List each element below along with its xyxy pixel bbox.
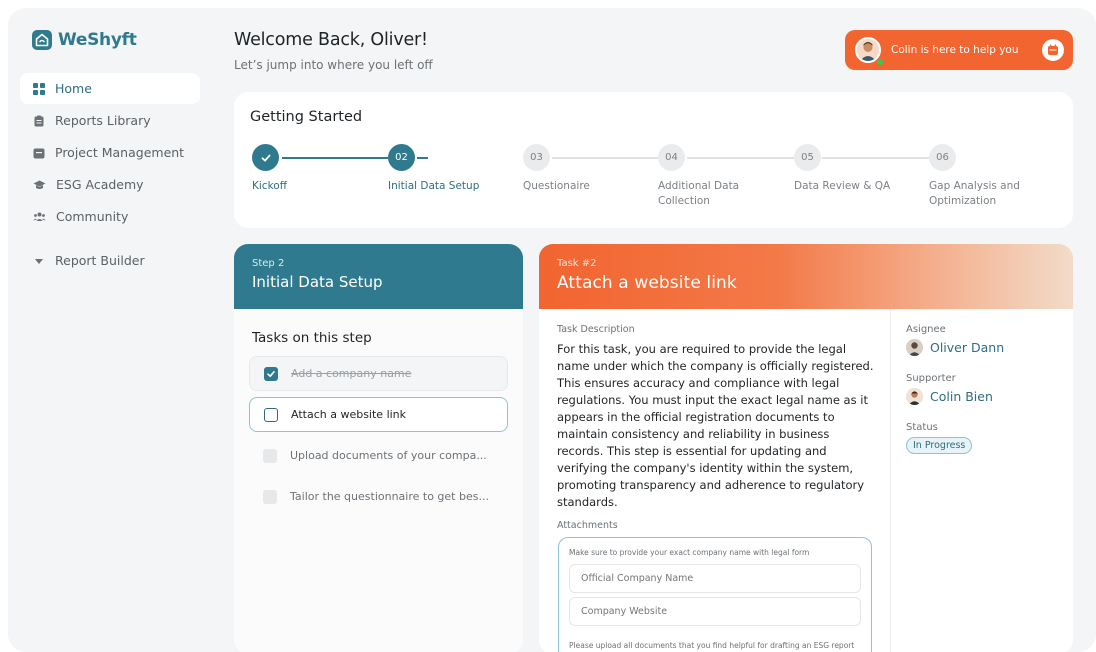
checkbox-checked-icon[interactable] bbox=[264, 367, 278, 381]
assignee[interactable] bbox=[906, 339, 1004, 356]
upload-hint: Please upload all documents that you find helpful for drafting an ESG report bbox=[569, 641, 855, 650]
assignee-name: Oliver Dann bbox=[930, 340, 1005, 355]
step-gap-analysis[interactable] bbox=[929, 144, 1039, 209]
getting-started-title: Getting Started bbox=[250, 109, 363, 125]
folder-icon bbox=[33, 147, 45, 159]
divider bbox=[890, 309, 891, 652]
logo-icon bbox=[32, 30, 52, 50]
page-title: Welcome Back, Oliver! bbox=[234, 30, 428, 50]
logo[interactable] bbox=[32, 30, 137, 50]
help-banner[interactable] bbox=[845, 30, 1073, 70]
grid-icon bbox=[33, 83, 45, 95]
step-panel bbox=[234, 244, 523, 652]
graduation-cap-icon bbox=[33, 179, 46, 191]
task-label: Tailor the questionnaire to get bes... bbox=[290, 490, 489, 503]
avatar bbox=[906, 388, 923, 405]
sidebar-item-label: Reports Library bbox=[55, 113, 151, 128]
task-label: Attach a website link bbox=[291, 408, 407, 421]
people-icon bbox=[33, 211, 46, 223]
sidebar-item-project-management[interactable] bbox=[20, 137, 200, 168]
tasks-title: Tasks on this step bbox=[252, 330, 372, 346]
task-label: Upload documents of your compa... bbox=[290, 449, 487, 462]
sidebar bbox=[8, 8, 212, 652]
step-number-label: Step 2 bbox=[252, 258, 285, 269]
task-title: Attach a website link bbox=[557, 273, 737, 293]
app-window bbox=[8, 8, 1096, 652]
step-label: Questionaire bbox=[523, 180, 590, 192]
sidebar-item-label: Project Management bbox=[55, 145, 185, 160]
step-kickoff[interactable] bbox=[252, 144, 392, 194]
sidebar-item-home[interactable] bbox=[20, 73, 200, 104]
step-additional-data-collection[interactable] bbox=[658, 144, 758, 209]
task-item[interactable] bbox=[249, 397, 508, 432]
help-text: Colin is here to help you bbox=[891, 44, 1019, 56]
company-website-input[interactable] bbox=[569, 597, 861, 626]
sidebar-item-label: Home bbox=[55, 81, 92, 96]
step-number: 02 bbox=[388, 144, 415, 171]
task-panel bbox=[539, 244, 1073, 652]
step-label: Gap Analysis and Optimization bbox=[929, 180, 1020, 207]
checkbox-disabled bbox=[263, 449, 277, 463]
step-label: Data Review & QA bbox=[794, 180, 891, 192]
checkbox[interactable] bbox=[264, 408, 278, 422]
status-label: Status bbox=[906, 422, 938, 433]
step-questionaire[interactable] bbox=[523, 144, 663, 194]
supporter-label: Supporter bbox=[906, 373, 956, 384]
supporter[interactable] bbox=[906, 388, 1004, 405]
task-description: For this task, you are required to provide the legal name under which the company is officially registered. This ensures accuracy and compliance with legal regulations. You must input the exact legal name as it appears in the official registration documents to maintain consistency and reliability in business records. This step is essential for updating and verifying the company's identity within the system, promoting transparency and adherence to regulatory standards. bbox=[557, 342, 874, 509]
attachments-label: Attachments bbox=[557, 520, 618, 531]
page-subtitle: Let’s jump into where you left off bbox=[234, 58, 433, 72]
caret-down-icon bbox=[33, 255, 45, 267]
sidebar-nav bbox=[20, 73, 200, 277]
sidebar-item-label: Report Builder bbox=[55, 253, 145, 268]
step-number: 05 bbox=[794, 144, 821, 171]
step-label: Kickoff bbox=[252, 180, 287, 192]
assignee-label: Asignee bbox=[906, 324, 946, 335]
sidebar-item-reports-library[interactable] bbox=[20, 105, 200, 136]
status-badge: In Progress bbox=[906, 437, 972, 454]
sidebar-item-esg-academy[interactable] bbox=[20, 169, 200, 200]
step-initial-data-setup[interactable] bbox=[388, 144, 528, 194]
sidebar-item-label: ESG Academy bbox=[56, 177, 144, 192]
supporter-name: Colin Bien bbox=[930, 389, 993, 404]
task-header bbox=[539, 244, 1073, 309]
avatar bbox=[906, 339, 923, 356]
sidebar-item-report-builder[interactable] bbox=[20, 245, 200, 276]
task-item[interactable] bbox=[249, 438, 508, 473]
checkbox-disabled bbox=[263, 490, 277, 504]
task-item[interactable] bbox=[249, 479, 508, 514]
step-header bbox=[234, 244, 523, 309]
task-number-label: Task #2 bbox=[557, 258, 597, 269]
step-title: Initial Data Setup bbox=[252, 273, 383, 291]
clipboard-icon bbox=[33, 115, 45, 127]
attachments-hint: Make sure to provide your exact company name with legal form bbox=[569, 548, 810, 557]
step-label: Initial Data Setup bbox=[388, 180, 480, 192]
step-number: 06 bbox=[929, 144, 956, 171]
description-label: Task Description bbox=[557, 324, 635, 335]
task-label: Add a company name bbox=[291, 367, 412, 380]
getting-started-card bbox=[234, 92, 1073, 228]
welcome-header bbox=[234, 30, 433, 72]
task-meta bbox=[906, 324, 1004, 454]
step-number: 04 bbox=[658, 144, 685, 171]
step-label: Additional Data Collection bbox=[658, 180, 740, 207]
task-item[interactable] bbox=[249, 356, 508, 391]
brand-name: WeShyft bbox=[58, 30, 137, 50]
nav-separator bbox=[20, 233, 200, 245]
sidebar-item-community[interactable] bbox=[20, 201, 200, 232]
attachments-box bbox=[558, 537, 872, 652]
sidebar-item-label: Community bbox=[56, 209, 129, 224]
step-data-review-qa[interactable] bbox=[794, 144, 934, 194]
company-name-input[interactable] bbox=[569, 564, 861, 593]
step-number: 03 bbox=[523, 144, 550, 171]
online-status-dot bbox=[876, 58, 884, 66]
checkmark-icon bbox=[252, 144, 279, 171]
calendar-icon[interactable] bbox=[1042, 39, 1064, 61]
